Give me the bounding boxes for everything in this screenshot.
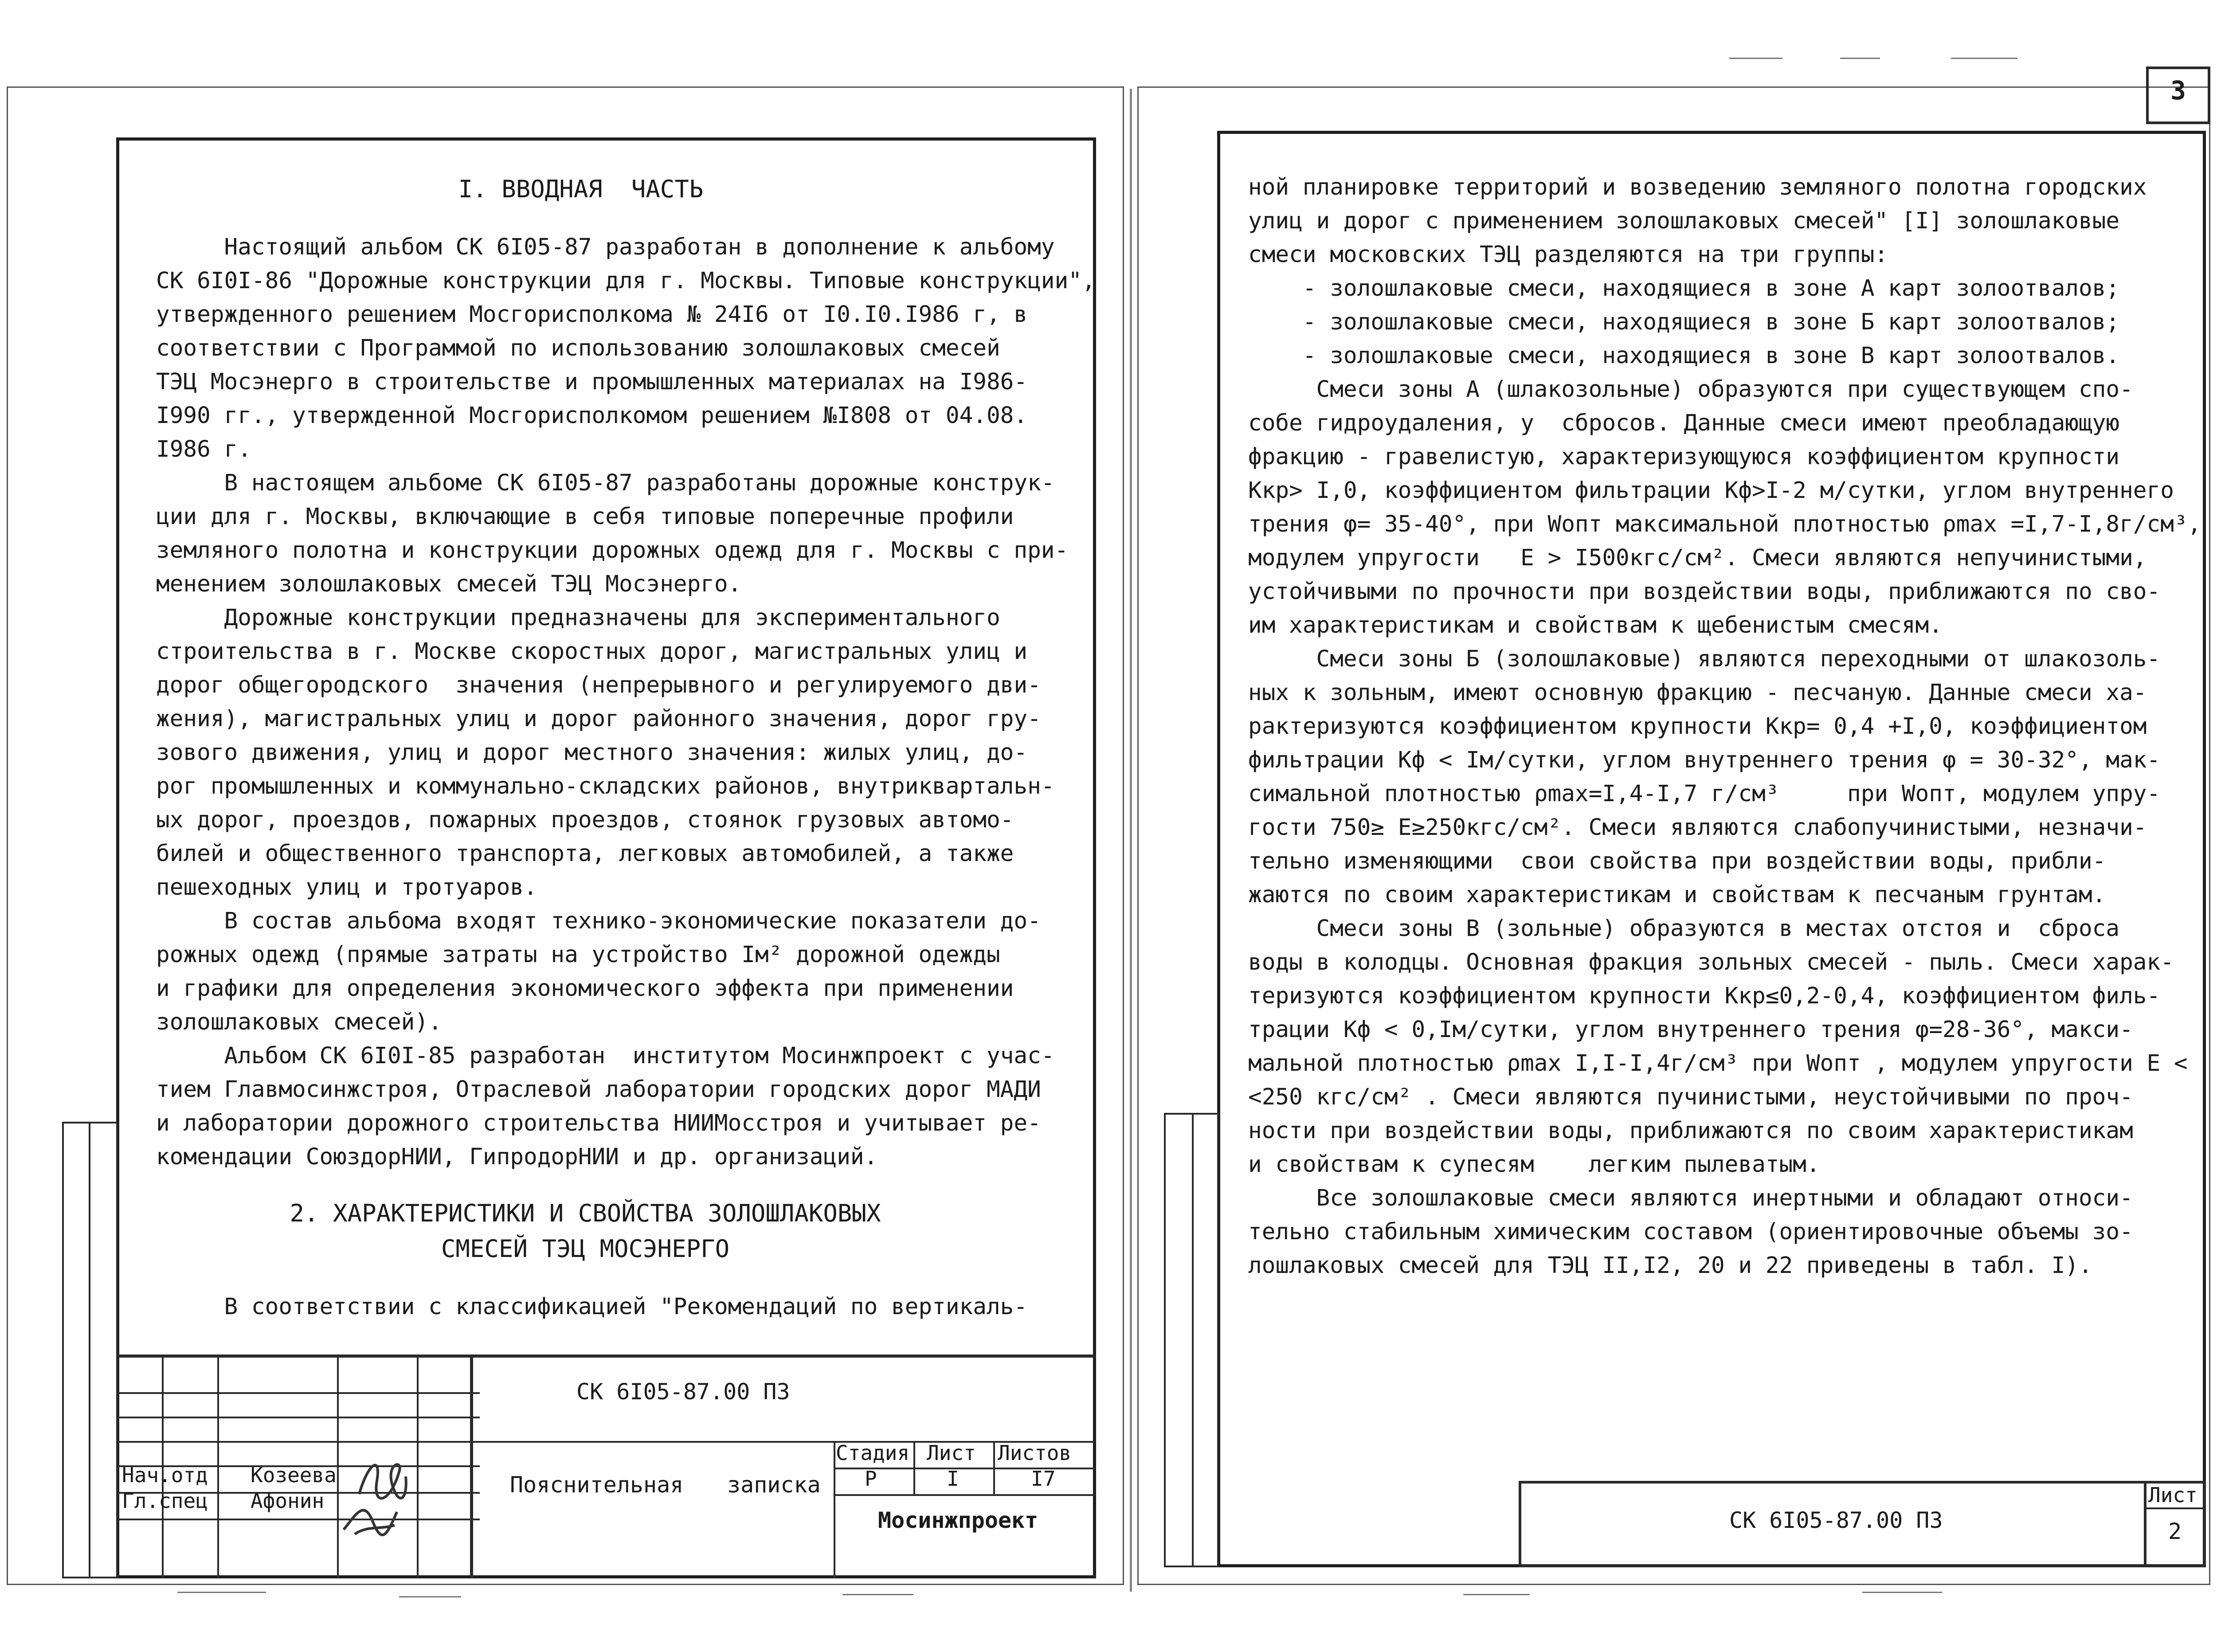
stamp-sheets-value: I7 xyxy=(1031,1467,1056,1491)
left-paragraph-6: В соответствии с классификацией "Рекомендаций по вертикаль- xyxy=(156,1294,1028,1320)
left-paragraph-3: Дорожные конструкции предназначены для экспериментального строительства в г. Москве скоростных дорог, магистральных улиц и дорог общегородского значения (непрерывного и регулируемого дви- жения), магистральных улиц и дорог районного значения, дорог гру- зового движения, улиц и дорог местного значения: жилых улиц, до- рог промышленных и коммунально-складских районов, внутриквартальн- ых дорог, проездов, пожарных проездов, стоянок грузовых автомо- билей и общественного транспорта, легковых автомобилей, а также пешеходных улиц и тротуаров. xyxy=(156,605,1055,900)
scan-artifact xyxy=(1463,1594,1530,1595)
right-paragraph-2: Смеси зоны А (шлакозольные) образуются при существующем спо- собе гидроудаления, у сбросов. Данные смеси имеют преобладающую фракцию - гравелистую, характеризующуюся коэффициентом крупности Kкр> I,0, коэффициентом фильтрации Kф>I-2 м/сутки, углом внутреннего трения φ= 35-40°, при Wопт максимальной плотностью ρmax =I,7-I,8г/см³, модулем упругости E > I500кгс/см². Смеси являются непучинистыми, устойчивыми по прочности при воздействии воды, приближаются по сво- им характеристикам и свойствам к щебенистым смесям. xyxy=(1248,376,2201,638)
right-binding-strip xyxy=(1164,1113,1219,1567)
right-stamp-sheet-value: 2 xyxy=(2168,1519,2182,1544)
right-paragraph-3: Смеси зоны Б (золошлаковые) являются переходными от шлакозоль- ных к зольным, имеют основную фракцию - песчаную. Данные смеси ха- рактеризуются коэффициентом крупности Kкр= 0,4 +I,0, коэффициентом фильтрации Kф < Iм/сутки, углом внутреннего трения φ = 30-32°, мак- симальной плотностью ρmax=I,4-I,7 г/см³ при Wопт, модулем упру- гости 750≥ E≥250кгс/см². Смеси являются слабопучинистыми, незначи- тельно изменяющими свои свойства при воздействии воды, прибли- жаются по своим характеристикам и свойствам к песчаным грунтам. xyxy=(1248,646,2161,908)
stamp-col-line xyxy=(913,1441,915,1494)
left-paragraph-4: В состав альбома входят технико-экономические показатели до- рожных одежд (прямые затраты на устройство Iм² дорожной одежды и графики для определения экономического эффекта при применении золошлаковых смесей). xyxy=(156,908,1041,1035)
stamp-sheet-value: I xyxy=(947,1467,959,1491)
scan-artifact xyxy=(1951,58,2017,59)
stamp-sheet-label: Лист xyxy=(927,1441,976,1465)
stamp-row-line xyxy=(116,1519,480,1520)
right-paragraph-1: ной планировке территорий и возведению земляного полотна городских улиц и дорог с применением золошлаковых смесей" [I] золошлаковые смеси московских ТЭЦ разделяются на три группы: - золошлаковые смеси, находящиеся в зоне А карт золоотвалов; - золошлаковые смеси, находящиеся в зоне Б карт золоотвалов; - золошлаковые смеси, находящиеся в зоне В карт золоотвалов. xyxy=(1248,174,2147,369)
stamp-stage-value: Р xyxy=(865,1467,877,1491)
stamp-stage-label: Стадия xyxy=(836,1441,910,1465)
scan-artifact xyxy=(1729,58,1782,59)
stamp-organization: Мосинжпроект xyxy=(878,1507,1038,1533)
right-stamp-sheet-label: Лист xyxy=(2148,1483,2197,1507)
right-stamp-document-code: СК 6I05-87.00 ПЗ xyxy=(1729,1507,1943,1533)
page-divider xyxy=(1130,89,1132,1592)
stamp-col-line xyxy=(993,1441,995,1494)
stamp-title-word1: Пояснительная xyxy=(510,1472,684,1498)
left-paragraph-5: Альбом СК 6I0I-85 разработан институтом Мосинжпроект с учас- тием Главмосинжстроя, Отраслевой лаборатории городских дорог МАДИ и лаборатории дорожного строительства НИИМосстроя и учитывает ре- комендации СоюздорНИИ, ГипродорНИИ и др. организаций. xyxy=(156,1043,1055,1170)
section-heading-1: I. ВВОДНАЯ ЧАСТЬ xyxy=(458,175,704,203)
scan-artifact xyxy=(177,1592,266,1593)
stamp-sheets-label: Листов xyxy=(998,1441,1072,1465)
stamp-top-line xyxy=(116,1354,1096,1358)
right-paragraph-4: Смеси зоны В (зольные) образуются в местах отстоя и сброса воды в колодцы. Основная фракция зольных смесей - пыль. Смеси харак- теризуются коэффициентом крупности Kкр≤0,2-0,4, коэффициентом филь- трации Kф < 0,Iм/сутки, углом внутреннего трения φ=28-36°, макси- мальной плотностью ρmax I,I-I,4г/см³ при Wопт , модулем упругости E < <250 кгс/см² . Смеси являются пучинистыми, неустойчивыми по проч- ности при воздействии воды, приближаются по своим характеристикам и свойствам к супесям легким пылеватым. xyxy=(1248,916,2188,1178)
stamp-col-line xyxy=(217,1354,219,1578)
stamp-row-line xyxy=(116,1392,480,1394)
right-stamp-row-line xyxy=(2144,1507,2206,1509)
stamp-row-line xyxy=(116,1417,480,1418)
left-paragraph-1: Настоящий альбом СК 6I05-87 разработан в дополнение к альбому СК 6I0I-86 "Дорожные конструкции для г. Москвы. Типовые конструкции", утвержденного решением Мосгорисполкома № 24I6 от I0.I0.I986 г, в соответствии с Программой по использованию золошлаковых смесей ТЭЦ Мосэнерго в строительстве и промышленных материалах на I986- I990 гг., утвержденной Мосгорисполкомом решением №I808 от 04.08. I986 г. xyxy=(156,234,1096,462)
page-number: 3 xyxy=(2170,75,2186,106)
left-paragraph-2: В настоящем альбоме СК 6I05-87 разработаны дорожные конструк- ции для г. Москвы, включающие в себя типовые поперечные профили земляного полотна и конструкции дорожных одежд для г. Москвы с при- менением золошлаковых смесей ТЭЦ Мосэнерго. xyxy=(156,470,1069,597)
stamp-row-line xyxy=(834,1494,1096,1496)
stamp-document-code: СК 6I05-87.00 ПЗ xyxy=(576,1379,790,1405)
left-binding-divider xyxy=(89,1122,90,1578)
stamp-role-1: Нач.отд xyxy=(122,1463,208,1487)
right-stamp-divider xyxy=(2144,1481,2146,1567)
right-paragraph-5: Все золошлаковые смеси являются инертными и обладают относи- тельно стабильным химическим составом (ориентировочные объемы зо- лошлаковых смесей для ТЭЦ II,I2, 20 и 22 приведены в табл. I). xyxy=(1248,1185,2133,1279)
stamp-name-1: Козеева xyxy=(251,1463,337,1487)
signature-2-icon xyxy=(337,1490,403,1547)
scan-artifact xyxy=(399,1596,461,1597)
scan-artifact xyxy=(1840,58,1880,59)
scan-artifact xyxy=(1862,1592,1942,1593)
section-heading-2-line1: 2. ХАРАКТЕРИСТИКИ И СВОЙСТВА ЗОЛОШЛАКОВЫХ xyxy=(290,1199,881,1227)
stamp-name-2: Афонин xyxy=(251,1489,325,1513)
stamp-col-line xyxy=(417,1354,419,1578)
stamp-title-word2: записка xyxy=(727,1472,821,1498)
section-heading-2-line2: СМЕСЕЙ ТЭЦ МОСЭНЕРГО xyxy=(441,1235,730,1263)
stamp-col-line xyxy=(470,1354,473,1578)
stamp-role-2: Гл.спец xyxy=(122,1489,208,1513)
scan-artifact xyxy=(842,1594,913,1595)
stamp-col-line xyxy=(834,1441,835,1578)
right-binding-divider xyxy=(1192,1113,1194,1567)
